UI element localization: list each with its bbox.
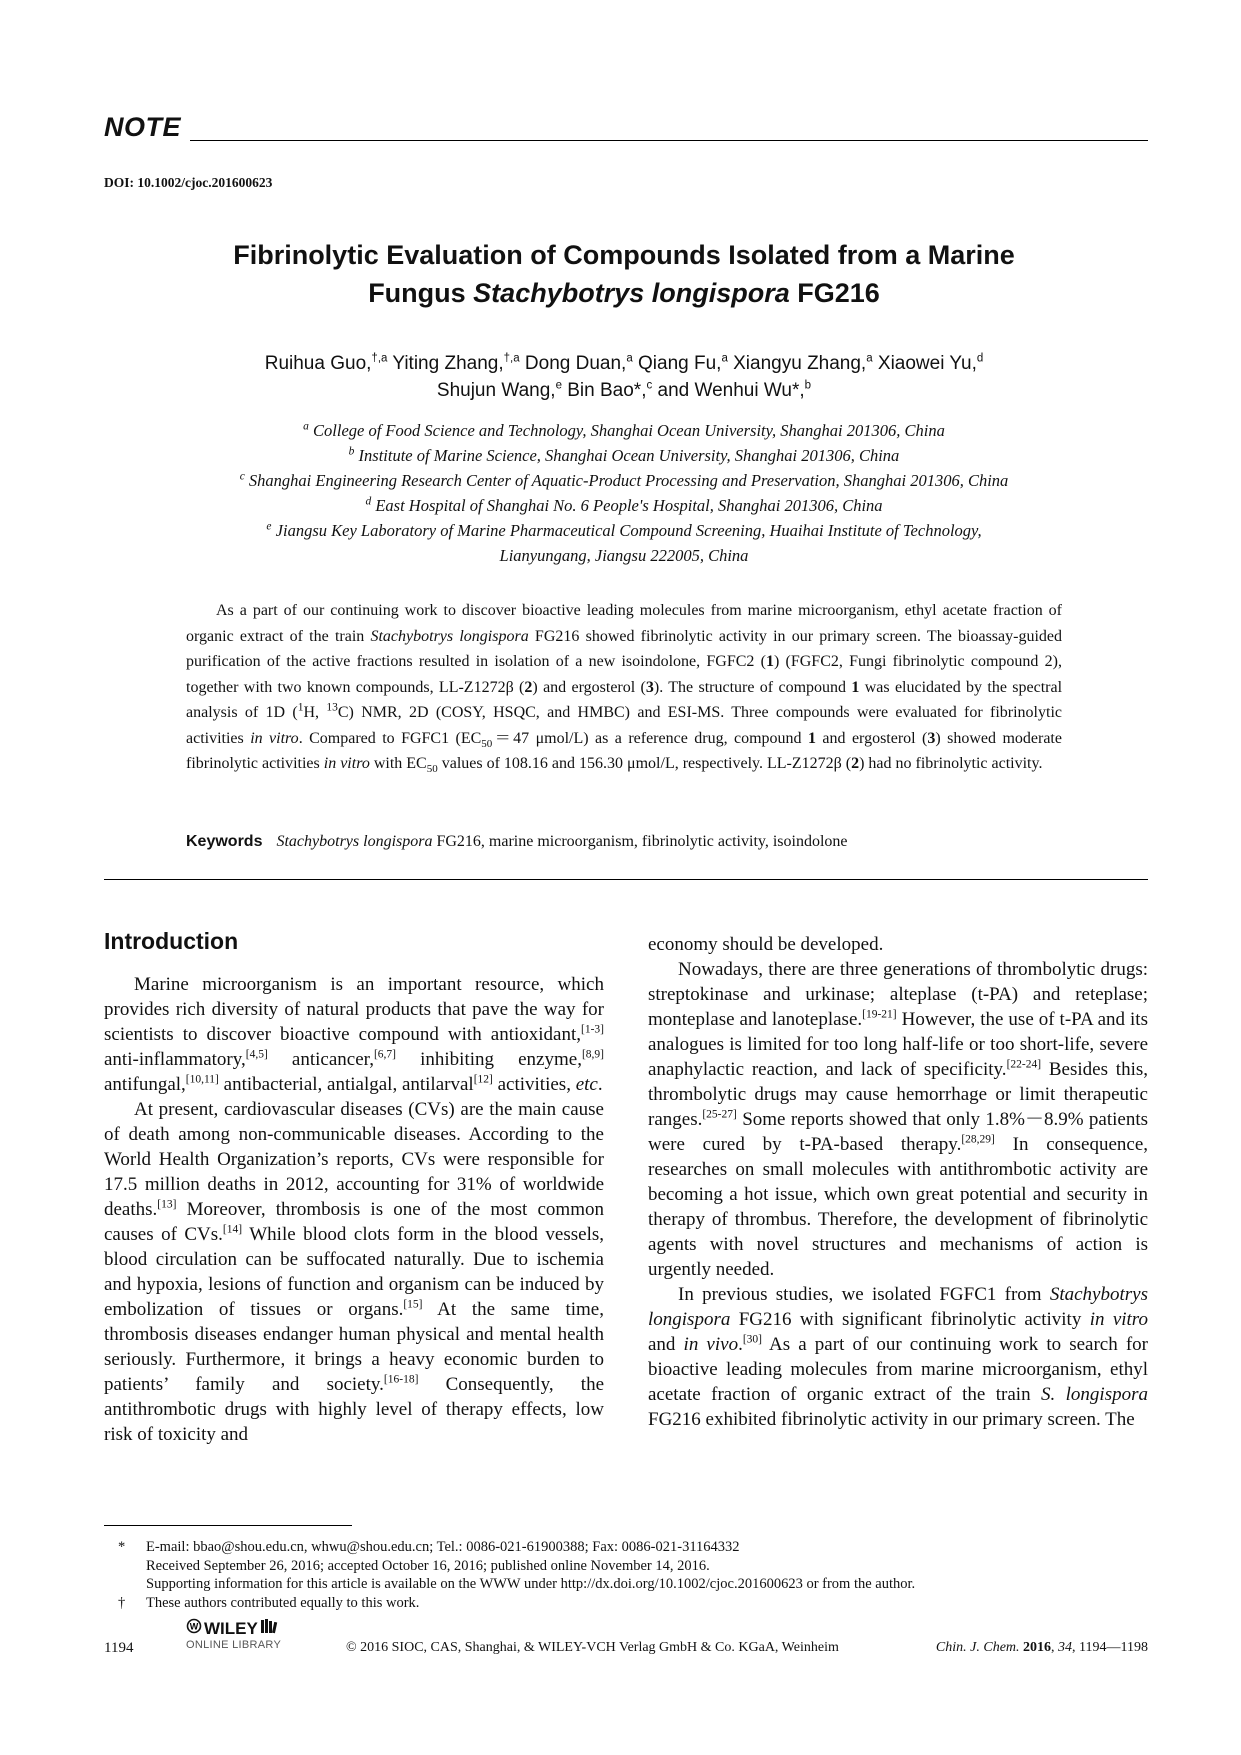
abstract-text: with EC xyxy=(369,755,427,772)
journal-volume: 34 xyxy=(1058,1640,1073,1655)
wiley-wordmark xyxy=(186,1618,281,1639)
body-text: activities, xyxy=(492,1074,576,1095)
body-text: antibacterial, antialgal, antilarval xyxy=(218,1074,474,1095)
affiliation-mark: d xyxy=(365,495,372,508)
abstract-text: ＝47 μmol/L) as a reference drug, compound xyxy=(492,729,808,747)
citation-ref: [22-24] xyxy=(1006,1058,1042,1071)
author: Yiting Zhang, xyxy=(387,353,504,374)
author: Bin Bao*, xyxy=(561,380,647,401)
footnote-divider xyxy=(104,1525,352,1526)
title-text: Fungus xyxy=(368,278,474,308)
affiliation-list xyxy=(104,418,1144,568)
compound-number: 2 xyxy=(851,755,860,772)
compound-number: 3 xyxy=(927,729,936,747)
body-text: inhibiting enzyme, xyxy=(396,1049,582,1070)
footnote-text: E-mail: bbao@shou.edu.cn, whwu@shou.edu.cn; Tel.: 0086-021-61900388; Fax: 0086-021-31164332 xyxy=(146,1539,740,1555)
title-line-1: Fibrinolytic Evaluation of Compounds Isolated from a Marine xyxy=(233,240,1015,270)
footnote-contact xyxy=(118,1538,915,1557)
keywords-list: FG216, marine microorganism, fibrinolytic activity, isoindolone xyxy=(432,833,848,850)
author-list xyxy=(104,350,1144,404)
abstract-text: and ergosterol ( xyxy=(815,729,928,747)
affiliation xyxy=(104,468,1144,493)
wiley-circle-icon xyxy=(186,1618,202,1639)
author-line-2 xyxy=(104,377,1144,404)
author: Xiaowei Yu, xyxy=(872,353,977,374)
book-stack-icon xyxy=(260,1618,278,1639)
abstract-text: ). The structure of compound xyxy=(653,678,852,696)
subscript: 50 xyxy=(426,763,438,776)
citation-ref: [15] xyxy=(403,1298,423,1311)
citation-ref: [14] xyxy=(222,1223,243,1236)
title-text: FG216 xyxy=(789,278,880,308)
column-right xyxy=(648,932,1148,1432)
footnote-received xyxy=(118,1557,915,1576)
citation-ref: [1-3] xyxy=(581,1023,604,1036)
compound-number: 1 xyxy=(851,678,860,696)
footnote-mark-spacer xyxy=(118,1557,146,1576)
abstract-text: Stachybotrys longispora xyxy=(370,627,529,645)
author: and Wenhui Wu*, xyxy=(652,380,805,401)
author-affiliation-mark: a xyxy=(866,352,873,365)
affiliation-mark: a xyxy=(303,420,309,433)
isotope-mark: 13 xyxy=(326,701,338,714)
wiley-text: WILEY xyxy=(204,1618,258,1638)
affiliation-text: Shanghai Engineering Research Center of Aquatic-Product Processing and Preservation, Shanghai 201306, China xyxy=(244,471,1009,490)
author-affiliation-mark: c xyxy=(646,379,653,392)
body-text: FG216 exhibited fibrinolytic activity in our primary screen. The xyxy=(648,1409,1135,1430)
body-text: Nowadays, there are three generations of thrombolytic drugs: streptokinase and urkinase; alteplase (t-PA) and reteplase; monteplase and lanoteplase. xyxy=(648,959,1148,1030)
author-affiliation-mark: d xyxy=(976,352,984,365)
affiliation xyxy=(104,443,1144,468)
body-text: Besides this, thrombolytic drugs may cause hemorrhage or limit therapeutic ranges. xyxy=(648,1059,1148,1130)
affiliation-text: Institute of Marine Science, Shanghai Ocean University, Shanghai 201306, China xyxy=(354,446,900,465)
paragraph xyxy=(648,957,1148,1282)
body-text: Consequently, the antithrombotic drugs with highly level of therapy effects, low risk of toxicity and xyxy=(104,1374,604,1445)
citation-ref: [12] xyxy=(473,1073,493,1086)
affiliation-text: Lianyungang, Jiangsu 222005, China xyxy=(499,546,749,565)
affiliation xyxy=(104,543,1144,568)
keywords xyxy=(186,833,1062,851)
abstract-text: in vitro xyxy=(250,729,299,747)
abstract-divider xyxy=(104,879,1148,880)
affiliation-text: East Hospital of Shanghai No. 6 People's Hospital, Shanghai 201306, China xyxy=(371,496,883,515)
author-affiliation-mark: a xyxy=(626,352,633,365)
body-text: . xyxy=(738,1334,743,1355)
paragraph xyxy=(104,972,604,1097)
body-text: in vivo xyxy=(683,1334,739,1355)
affiliation-mark: e xyxy=(266,520,272,533)
compound-number: 1 xyxy=(765,653,774,670)
author-line-1 xyxy=(104,350,1144,377)
journal-citation: Chin. J. Chem. 2016, 34, 1194—1198 xyxy=(935,1640,1148,1655)
author: Xiangyu Zhang, xyxy=(727,353,867,374)
citation-ref: [28,29] xyxy=(961,1133,995,1146)
compound-number: 1 xyxy=(807,729,816,747)
body-text: Moreover, thrombosis is one of the most common causes of CVs. xyxy=(104,1199,604,1245)
body-text: At present, cardiovascular diseases (CVs) are the main cause of death among non-communicable diseases. According to the World Health Organization’s reports, CVs were responsible for 17.5 million deaths in 2012, accounting for 31% of worldwide deaths. xyxy=(104,1099,604,1220)
abstract-text: . Compared to FGFC1 (EC xyxy=(298,729,482,747)
journal-pages: , 1194—1198 xyxy=(1072,1640,1148,1655)
abstract-text: in vitro xyxy=(323,755,370,772)
citation-ref: [10,11] xyxy=(185,1073,219,1086)
affiliation-text: College of Food Science and Technology, Shanghai Ocean University, Shanghai 201306, China xyxy=(308,421,945,440)
compound-number: 3 xyxy=(645,678,654,696)
author-affiliation-mark: a xyxy=(721,352,728,365)
wiley-subtitle: ONLINE LIBRARY xyxy=(186,1639,282,1651)
body-text: Marine microorganism is an important resource, which provides rich diversity of natural products that pave the way for scientists to discover bioactive compound with antioxidant, xyxy=(104,974,604,1045)
footnote-supporting xyxy=(118,1575,915,1594)
citation-ref: [8,9] xyxy=(581,1048,604,1061)
body-text: In previous studies, we isolated FGFC1 from xyxy=(678,1284,1050,1305)
abstract xyxy=(186,598,1062,777)
body-text: At the same time, thrombosis diseases endanger human physical and mental health seriously. Furthermore, it brings a heavy economic burden to patients’ family and society. xyxy=(104,1299,604,1395)
citation-ref: [4,5] xyxy=(245,1048,268,1061)
svg-text:W: W xyxy=(189,1621,199,1632)
abstract-text: FG216 showed fibrinolytic activity in our primary screen. The bioassay-guided purification of the active fractions resulted in isolation of a new isoindolone, FGFC2 ( xyxy=(186,627,1062,670)
body-text: etc xyxy=(575,1074,598,1095)
author: Qiang Fu, xyxy=(632,353,722,374)
footnote-mark: † xyxy=(118,1594,126,1611)
footnote-text: Supporting information for this article is available on the WWW under http://dx.doi.org/10.1002/cjoc.201600623 or from the author. xyxy=(146,1576,916,1592)
copyright: © 2016 SIOC, CAS, Shanghai, & WILEY-VCH Verlag GmbH & Co. KGaA, Weinheim xyxy=(346,1640,839,1655)
affiliation-mark: c xyxy=(239,470,245,483)
doi: DOI: 10.1002/cjoc.201600623 xyxy=(104,175,273,190)
author: Ruihua Guo, xyxy=(264,353,372,374)
affiliation-text: Jiangsu Key Laboratory of Marine Pharmaceutical Compound Screening, Huaihai Institute of Technology, xyxy=(271,521,982,540)
header-rule xyxy=(190,140,1148,141)
body-text: Some reports showed that only 1.8%－8.9% patients were cured by t-PA-based therapy. xyxy=(648,1109,1148,1155)
paragraph xyxy=(104,1097,604,1447)
footnote-text: Received September 26, 2016; accepted October 16, 2016; published online November 14, 2016. xyxy=(146,1557,710,1574)
abstract-text: As a part of our continuing work to discover bioactive leading molecules from marine microorganism, ethyl acetate fraction of organic extract of the train xyxy=(186,602,1062,645)
citation-ref: [25-27] xyxy=(702,1108,737,1121)
journal-year: 2016 xyxy=(1023,1640,1052,1655)
article-title xyxy=(104,236,1144,312)
citation-ref: [16-18] xyxy=(383,1373,419,1386)
body-text: While blood clots form in the blood vessels, blood circulation can be suffocated naturally. Due to ischemia and hypoxia, lesions of function and organism can be induced by embolization of tissues or organs. xyxy=(104,1224,604,1320)
abstract-text: ) had no fibrinolytic activity. xyxy=(859,755,1043,772)
footnote-equal xyxy=(118,1594,915,1613)
isotope-mark: 1 xyxy=(297,701,304,714)
section-heading: Introduction xyxy=(104,928,239,954)
footnote-text: These authors contributed equally to this work. xyxy=(146,1594,420,1611)
abstract-text: ) showed moderate fibrinolytic activities xyxy=(186,729,1062,772)
author: Dong Duan, xyxy=(519,353,627,374)
affiliation xyxy=(104,493,1144,518)
body-text: antifungal, xyxy=(104,1074,186,1095)
body-text: in vitro xyxy=(1089,1309,1148,1330)
subscript: 50 xyxy=(481,737,493,750)
page-number: 1194 xyxy=(104,1640,134,1656)
compound-number: 2 xyxy=(524,678,533,696)
citation-ref: [30] xyxy=(742,1333,762,1346)
body-text: In consequence, researches on small molecules with antithrombotic activity are becoming a hot issue, which own great potential and security in therapy of thrombus. Therefore, the development of fibrinolytic agents with novel structures and mechanisms of action is urgently needed. xyxy=(648,1134,1149,1280)
body-text: Stachybotrys longispora xyxy=(648,1284,1148,1330)
footnotes xyxy=(118,1538,915,1612)
citation-ref: [19-21] xyxy=(862,1008,897,1021)
affiliation xyxy=(104,518,1144,543)
body-text: As a part of our continuing work to search for bioactive leading molecules from marine microorganism, ethyl acetate fraction of organic extract of the train xyxy=(648,1334,1148,1405)
body-text: and xyxy=(648,1334,684,1355)
body-text: S. longispora xyxy=(1040,1384,1148,1405)
page-footer xyxy=(104,1618,1148,1658)
paragraph-continued: economy should be developed. xyxy=(648,934,884,955)
citation-ref: [13] xyxy=(157,1198,177,1211)
affiliation-mark: b xyxy=(348,445,355,458)
abstract-text: was elucidated by the spectral analysis of 1D ( xyxy=(186,678,1063,721)
paragraph xyxy=(648,1282,1148,1432)
affiliation xyxy=(104,418,1144,443)
abstract-text: ) and ergosterol ( xyxy=(532,678,646,696)
author-affiliation-mark: b xyxy=(804,379,812,392)
body-text: anti-inflammatory, xyxy=(104,1049,246,1070)
column-left xyxy=(104,972,604,1447)
keywords-species: Stachybotrys longispora xyxy=(276,833,433,850)
body-text: . xyxy=(597,1074,603,1095)
wiley-logo xyxy=(186,1618,281,1651)
keywords-label: Keywords xyxy=(186,833,263,850)
body-text: However, the use of t-PA and its analogues is limited for too long half-life or too short-life, severe anaphylactic reaction, and lack of specificity. xyxy=(648,1009,1148,1080)
footnote-mark: * xyxy=(118,1539,126,1555)
abstract-text: H, xyxy=(303,704,327,721)
body-text: FG216 with significant fibrinolytic activity xyxy=(730,1309,1090,1330)
footnote-mark-spacer xyxy=(118,1575,146,1594)
section-label: NOTE xyxy=(104,112,182,142)
author: Shujun Wang, xyxy=(436,380,556,401)
citation-ref: [6,7] xyxy=(373,1048,396,1061)
author-affiliation-mark: e xyxy=(555,379,562,392)
author-affiliation-mark: †,a xyxy=(503,352,520,365)
journal-name: Chin. J. Chem. xyxy=(935,1640,1020,1655)
title-line-2 xyxy=(104,274,1144,312)
body-text: anticancer, xyxy=(267,1049,374,1070)
abstract-text: ) (FGFC2, Fungi fibrinolytic compound 2), together with two known compounds, LL-Z1272β ( xyxy=(186,653,1062,696)
abstract-text: values of 108.16 and 156.30 μmol/L, respectively. LL-Z1272β ( xyxy=(437,755,852,772)
abstract-text: C) NMR, 2D (COSY, HSQC, and HMBC) and ESI-MS. Three compounds were evaluated for fibrinolytic activities xyxy=(186,704,1062,747)
author-affiliation-mark: †,a xyxy=(371,352,388,365)
title-species: Stachybotrys longispora xyxy=(473,278,790,308)
